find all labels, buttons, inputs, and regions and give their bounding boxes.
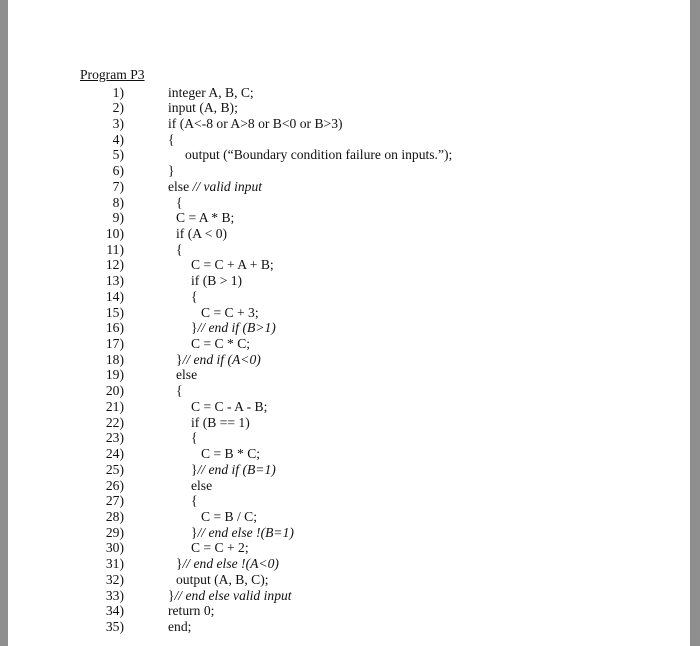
- code-line: [80, 603, 600, 620]
- line-number: 21): [105, 398, 124, 414]
- line-number: 3): [112, 115, 124, 131]
- code-text: integer A, B, C;: [168, 84, 254, 100]
- code-text: {: [191, 288, 198, 304]
- code-text: }: [168, 163, 175, 179]
- line-number: 13): [105, 273, 124, 289]
- code-line: [80, 116, 600, 133]
- line-number: 8): [112, 194, 124, 210]
- code-line: [80, 367, 600, 384]
- code-text: else // valid input: [168, 178, 263, 194]
- code-line: [80, 430, 600, 447]
- left-border: [0, 0, 8, 646]
- line-number: 29): [105, 524, 124, 540]
- line-number: 23): [105, 430, 124, 446]
- code-line: [80, 100, 600, 117]
- code-line: [80, 242, 600, 259]
- line-number: 17): [105, 336, 124, 352]
- code-line: [80, 132, 600, 149]
- code-line: [80, 572, 600, 589]
- code-text: {: [176, 194, 183, 210]
- line-number: 6): [112, 163, 124, 179]
- code-text: C = A * B;: [176, 210, 235, 226]
- code-text: {: [176, 383, 183, 399]
- code-text: C = C - A - B;: [191, 398, 268, 414]
- code-text: }// end if (B>1): [191, 320, 276, 336]
- line-number: 25): [105, 461, 124, 477]
- line-number: 12): [105, 257, 124, 273]
- code-text: if (B > 1): [191, 273, 243, 289]
- code-line: [80, 399, 600, 416]
- code-line: [80, 257, 600, 274]
- code-text: {: [191, 493, 198, 509]
- code-text: {: [191, 430, 198, 446]
- code-text: C = C + 2;: [191, 540, 249, 556]
- code-line: [80, 289, 600, 306]
- line-number: 30): [105, 540, 124, 556]
- code-text: else: [191, 477, 213, 493]
- right-scrollbar-track[interactable]: [690, 0, 700, 646]
- code-line: [80, 478, 600, 495]
- code-line: [80, 525, 600, 542]
- code-line: [80, 320, 600, 337]
- code-text: C = C + A + B;: [191, 257, 274, 273]
- code-line: [80, 305, 600, 322]
- line-number: 1): [112, 84, 124, 100]
- line-number: 16): [105, 320, 124, 336]
- line-number: 2): [112, 100, 124, 116]
- code-text: C = B * C;: [201, 446, 261, 462]
- line-number: 20): [105, 383, 124, 399]
- code-line: [80, 163, 600, 180]
- line-number: 26): [105, 477, 124, 493]
- line-number: 31): [105, 556, 124, 572]
- code-line: [80, 462, 600, 479]
- code-text: if (B == 1): [191, 414, 250, 430]
- line-number: 5): [112, 147, 124, 163]
- code-text: end;: [168, 618, 192, 634]
- code-line: [80, 556, 600, 573]
- line-number: 33): [105, 587, 124, 603]
- code-line: [80, 352, 600, 369]
- line-number: 4): [112, 131, 124, 147]
- code-text: input (A, B);: [168, 100, 238, 116]
- code-text: output (“Boundary condition failure on inputs.”);: [185, 147, 453, 163]
- code-line: [80, 210, 600, 227]
- code-text: return 0;: [168, 603, 215, 619]
- code-line: [80, 226, 600, 243]
- line-number: 18): [105, 351, 124, 367]
- code-line: [80, 273, 600, 290]
- code-line: [80, 147, 600, 164]
- code-line: [80, 336, 600, 353]
- code-text: if (A<-8 or A>8 or B<0 or B>3): [168, 115, 343, 131]
- code-text: C = B / C;: [201, 508, 258, 524]
- code-text: }// end if (A<0): [176, 351, 261, 367]
- line-number: 14): [105, 288, 124, 304]
- line-number: 10): [105, 225, 124, 241]
- code-text: }// end else !(B=1): [191, 524, 294, 540]
- code-text: {: [176, 241, 183, 257]
- code-line: [80, 195, 600, 212]
- line-number: 22): [105, 414, 124, 430]
- code-text: if (A < 0): [176, 225, 228, 241]
- code-text: else: [176, 367, 198, 383]
- line-number: 7): [112, 178, 124, 194]
- line-number: 9): [112, 210, 124, 226]
- line-number: 35): [105, 618, 124, 634]
- code-text: C = C + 3;: [201, 304, 259, 320]
- code-line: [80, 540, 600, 557]
- code-text: C = C * C;: [191, 336, 251, 352]
- code-text: }// end else valid input: [168, 587, 292, 603]
- code-line: [80, 179, 600, 196]
- code-line: [80, 85, 600, 102]
- code-line: [80, 509, 600, 526]
- code-line: [80, 383, 600, 400]
- code-line: [80, 446, 600, 463]
- code-text: {: [168, 131, 175, 147]
- code-line: [80, 619, 600, 636]
- line-number: 24): [105, 446, 124, 462]
- code-line: [80, 588, 600, 605]
- code-text: }// end if (B=1): [191, 461, 276, 477]
- line-number: 32): [105, 571, 124, 587]
- code-text: output (A, B, C);: [176, 571, 269, 587]
- line-number: 15): [105, 304, 124, 320]
- line-number: 19): [105, 367, 124, 383]
- line-number: 34): [105, 603, 124, 619]
- code-line: [80, 415, 600, 432]
- line-number: 11): [106, 241, 124, 257]
- program-title: Program P3: [80, 67, 145, 82]
- line-number: 27): [105, 493, 124, 509]
- code-line: [80, 493, 600, 510]
- code-text: }// end else !(A<0): [176, 556, 279, 572]
- line-number: 28): [105, 508, 124, 524]
